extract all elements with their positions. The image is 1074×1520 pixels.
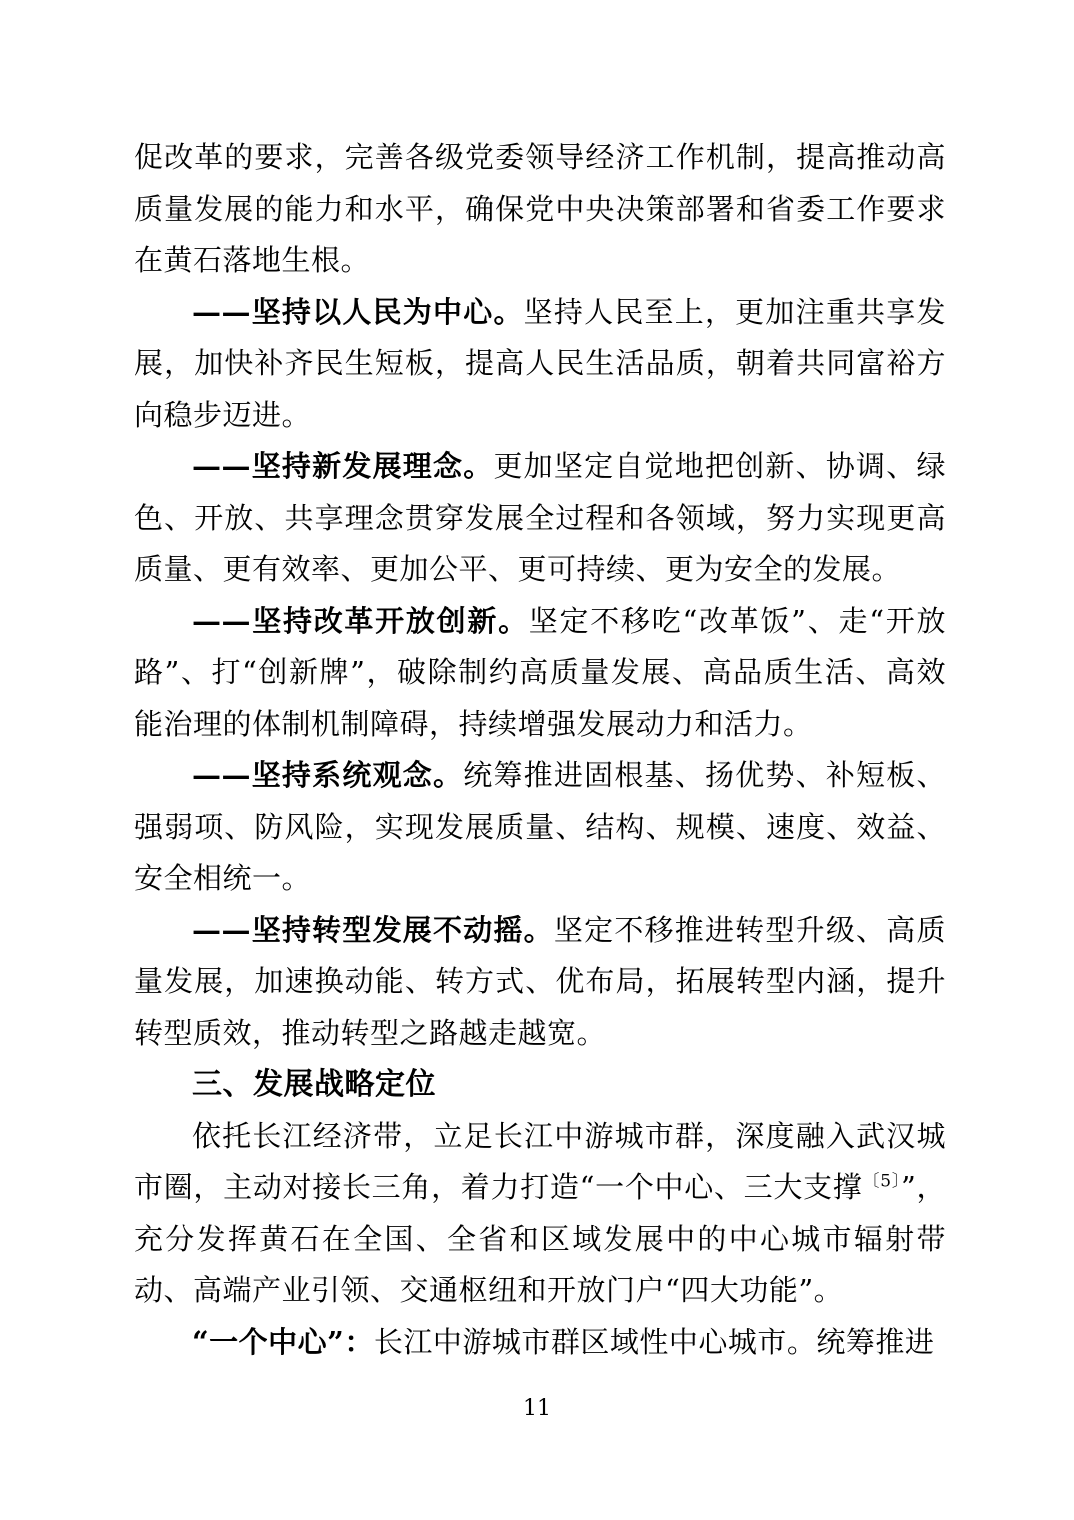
paragraph-text: 长江中游城市群区域性中心城市。统筹推进 [373, 1324, 935, 1359]
page-content [134, 132, 946, 1368]
paragraph-text: ”，充分发挥黄石在全国、全省和区域发展中的中心城市辐射带动、高端产业引领、交通枢纽和开放门户“四大功能”。 [134, 1170, 947, 1307]
paragraph-dash-reform-opening [134, 596, 946, 751]
page-number: 11 [523, 1396, 551, 1421]
paragraph-lead: ——坚持转型发展不动摇。 [192, 912, 554, 947]
paragraph-dash-people-centered [134, 287, 946, 442]
section-heading: 三、发展战略定位 [192, 1067, 436, 1102]
paragraph-dash-transformation [134, 905, 946, 1060]
paragraph-text: 促改革的要求，完善各级党委领导经济工作机制，提高推动高质量发展的能力和水平，确保党中央决策部署和省委工作要求在黄石落地生根。 [134, 140, 946, 277]
paragraph-text: 坚持人民至上，更加注重共享发展，加快补齐民生短板，提高人民生活品质，朝着共同富裕方向稳步迈进。 [134, 294, 946, 432]
paragraph-lead: ——坚持系统观念。 [192, 758, 464, 792]
paragraph-text: 坚定不移推进转型升级、高质量发展，加速换动能、转方式、优布局，拓展转型内涵，提升转型质效，推动转型之路越走越宽。 [134, 912, 946, 1050]
footnote-reference-5: 〔5〕 [862, 1171, 901, 1192]
paragraph-dash-system-concept [134, 750, 946, 905]
paragraph-lead: ——坚持改革开放创新。 [192, 603, 529, 638]
paragraph-text: 统筹推进固根基、扬优势、补短板、强弱项、防风险，实现发展质量、结构、规模、速度、效益、安全相统一。 [134, 758, 946, 895]
paragraph-dash-new-development [134, 441, 946, 596]
paragraph-text: 坚定不移吃“改革饭”、走“开放路”、打“创新牌”，破除制约高质量发展、高品质生活、高效能治理的体制机制障碍，持续增强发展动力和活力。 [134, 603, 946, 741]
paragraph-lead: ——坚持以人民为中心。 [192, 294, 524, 329]
paragraph-continuation [134, 132, 946, 287]
paragraph-one-center [134, 1317, 946, 1369]
paragraph-text: 更加坚定自觉地把创新、协调、绿色、开放、共享理念贯穿发展全过程和各领域，努力实现更高质量、更有效率、更加公平、更可持续、更为安全的发展。 [134, 449, 946, 586]
paragraph-text: 依托长江经济带，立足长江中游城市群，深度融入武汉城市圈，主动对接长三角，着力打造“一个中心、三大支撑 [134, 1118, 946, 1204]
paragraph-lead: ——坚持新发展理念。 [192, 449, 494, 483]
paragraph-lead: “一个中心”： [192, 1324, 374, 1359]
paragraph-strategic-positioning [134, 1111, 946, 1317]
